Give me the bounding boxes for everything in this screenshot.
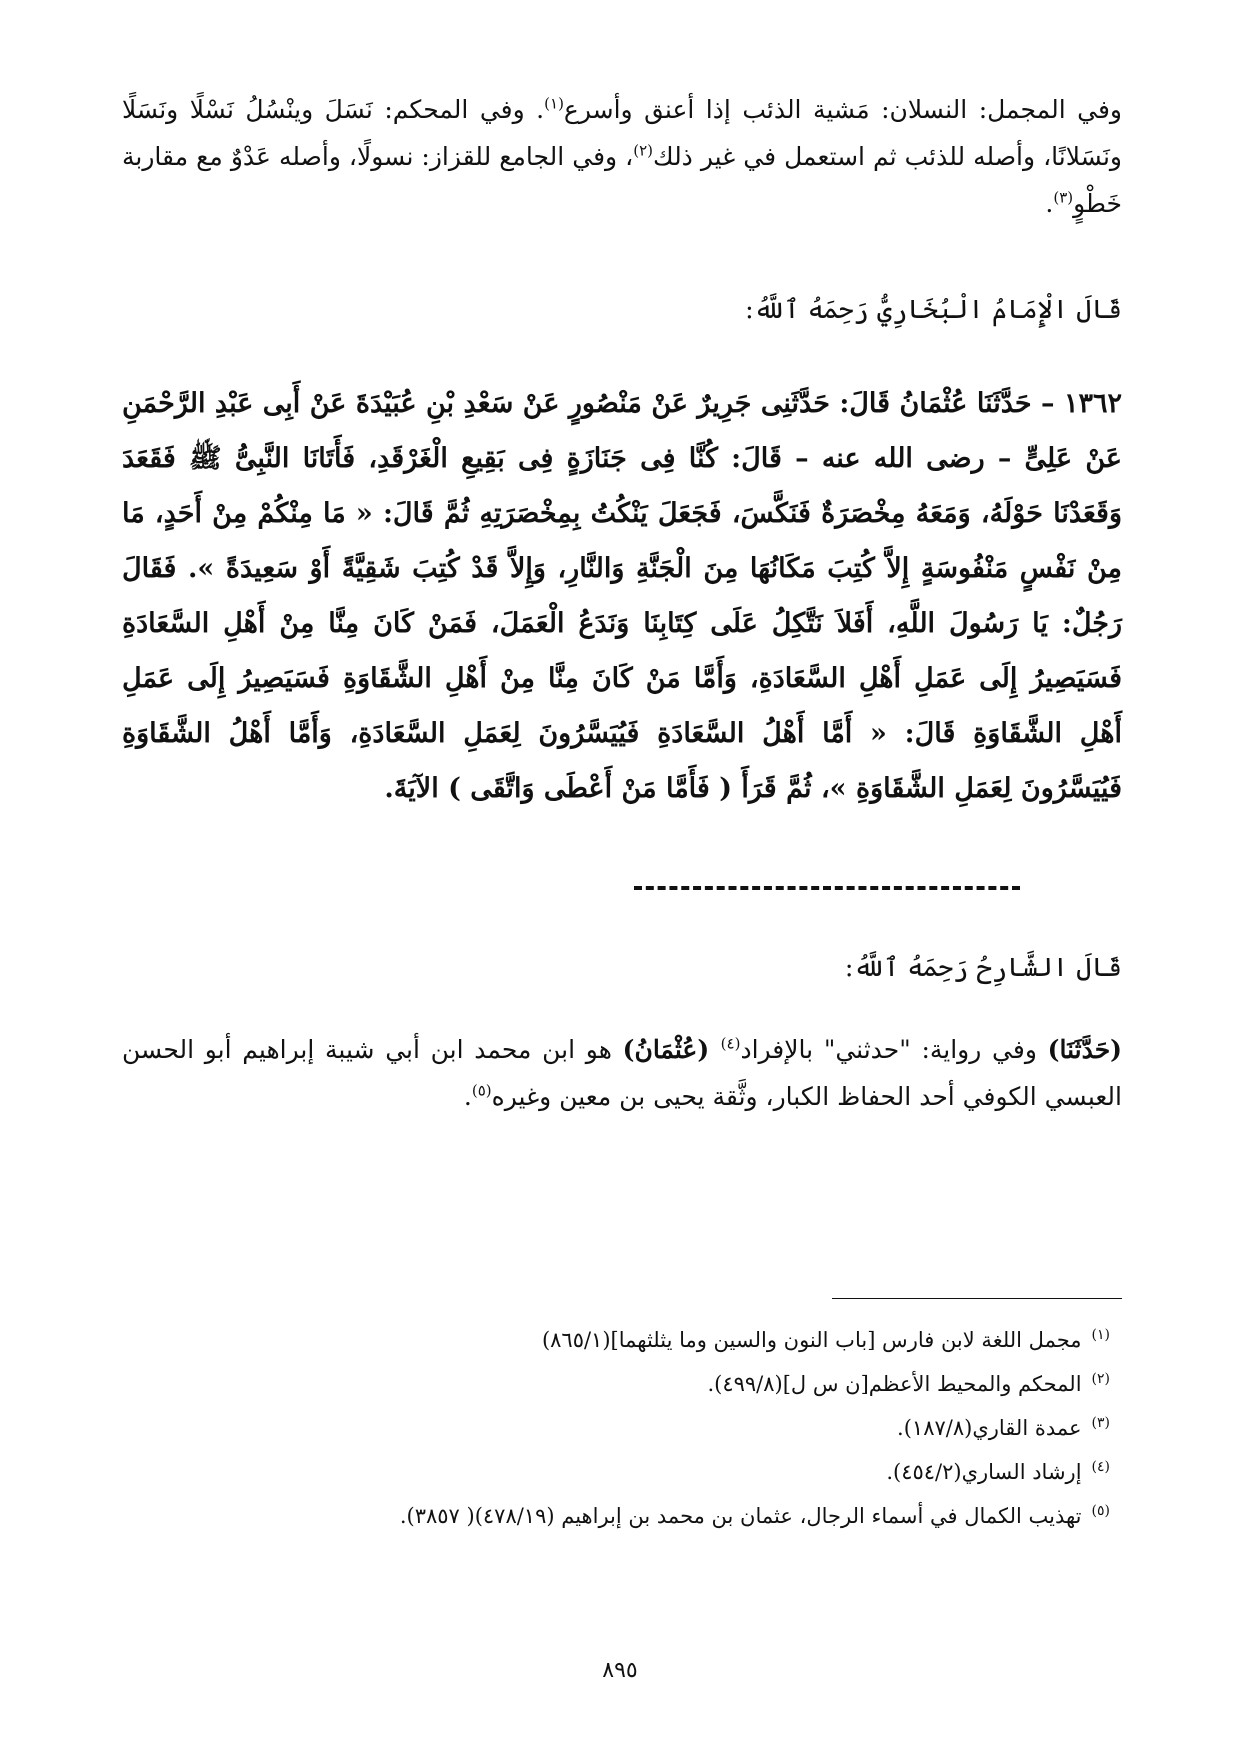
footnote-number: (٣) [1091, 1415, 1110, 1431]
footnote-number: (٢) [1091, 1371, 1110, 1387]
footnote-text: المحكم والمحيط الأعظم[ن س ل](٤٩٩/٨). [707, 1372, 1082, 1396]
footnote-number: (٤) [1091, 1459, 1110, 1475]
intro-paragraph [122, 86, 1122, 227]
footnote-text: تهذيب الكمال في أسماء الرجال، عثمان بن محمد بن إبراهيم (٤٧٨/١٩)( ٣٨٥٧). [399, 1504, 1082, 1528]
commentary-term-uthman: (عُثْمَانُ) [622, 1035, 721, 1064]
section-divider [634, 886, 1020, 890]
commentary-paragraph [122, 1026, 1122, 1120]
footnote-1 [122, 1318, 1122, 1362]
page-number: ٨٩٥ [602, 1658, 638, 1683]
footnotes-list [122, 1318, 1122, 1538]
commentary-term-haddathana: (حَدَّثَنَا) [1047, 1035, 1122, 1064]
footnote-ref-4: (٤) [720, 1034, 741, 1053]
footnote-3 [122, 1406, 1122, 1450]
intro-text-2: . وفي المحكم: نَسَلَ وينْسُلُ نَسْلًا ونَسَلًا ونَسَلانًا، وأصله للذئب ثم استعمل في غير ذلك [122, 95, 1122, 171]
heading-imam-bukhari: قَالَ الْإِمَامُ الْبُخَارِيُّ رَحِمَهُ ٱللَّهُ: [745, 295, 1122, 325]
intro-text-3: ، وفي الجامع للقزاز: نسولًا، وأصله عَدْوٌ مع مقاربة خَطْوٍ [122, 142, 1122, 218]
intro-text-1: وفي المجمل: النسلان: مَشية الذئب إذا أعنق وأسرع [563, 95, 1122, 124]
hadith-text: ١٣٦٢ – حَدَّثَنَا عُثْمَانُ قَالَ: حَدَّثَنِى جَرِيرٌ عَنْ مَنْصُورٍ عَنْ سَعْدِ بْنِ عُبَيْدَةَ عَنْ أَبِى عَبْدِ الرَّحْمَنِ عَنْ عَلِىٍّ – رضى الله عنه – قَالَ: كُنَّا فِى جَنَازَةٍ فِى بَقِيعِ الْغَرْقَدِ، فَأَتَانَا النَّبِىُّ ﷺ فَقَعَدَ وَقَعَدْنَا حَوْلَهُ، وَمَعَهُ مِخْصَرَةٌ فَنَكَّسَ، فَجَعَلَ يَنْكُتُ بِمِخْصَرَتِهِ ثُمَّ قَالَ: « مَا مِنْكُمْ مِنْ أَحَدٍ، مَا مِنْ نَفْسٍ مَنْفُوسَةٍ إِلاَّ كُتِبَ مَكَانُهَا مِنَ الْجَنَّةِ وَالنَّارِ، وَإِلاَّ قَدْ كُتِبَ شَقِيَّةً أَوْ سَعِيدَةً ». فَقَالَ رَجُلٌ: يَا رَسُولَ اللَّهِ، أَفَلاَ نَتَّكِلُ عَلَى كِتَابِنَا وَنَدَعُ الْعَمَلَ، فَمَنْ كَانَ مِنَّا مِنْ أَهْلِ السَّعَادَةِ فَسَيَصِيرُ إِلَى عَمَلِ أَهْلِ السَّعَادَةِ، وَأَمَّا مَنْ كَانَ مِنَّا مِنْ أَهْلِ الشَّقَاوَةِ فَسَيَصِيرُ إِلَى عَمَلِ أَهْلِ الشَّقَاوَةِ قَالَ: « أَمَّا أَهْلُ السَّعَادَةِ فَيُيَسَّرُونَ لِعَمَلِ السَّعَادَةِ، وَأَمَّا أَهْلُ الشَّقَاوَةِ فَيُيَسَّرُونَ لِعَمَلِ الشَّقَاوَةِ »، ثُمَّ قَرَأَ ( فَأَمَّا مَنْ أَعْطَى وَاتَّقَى ) الآيَةَ. [122, 388, 1122, 804]
commentary-text-1: وفي رواية: "حدثني" بالإفراد [740, 1035, 1048, 1064]
footnote-5 [122, 1494, 1122, 1538]
intro-text-4: . [1045, 189, 1054, 218]
footnote-separator [832, 1298, 1122, 1299]
footnote-ref-1: (١) [544, 94, 564, 113]
footnote-text: إرشاد الساري(٤٥٤/٢). [886, 1460, 1082, 1484]
footnote-number: (١) [1091, 1327, 1110, 1343]
footnote-ref-5: (٥) [471, 1081, 492, 1100]
commentary-text-2: هو ابن محمد ابن أبي شيبة إبراهيم أبو الحسن العبسي الكوفي أحد الحفاظ الكبار، وثَّقة يحيى بن معين وغيره [122, 1035, 1122, 1111]
footnote-text: عمدة القاري(١٨٧/٨). [897, 1416, 1082, 1440]
footnote-4 [122, 1450, 1122, 1494]
heading-sharih: قَالَ الشَّارِحُ رَحِمَهُ ٱللَّهُ: [844, 953, 1122, 983]
footnote-number: (٥) [1091, 1503, 1110, 1519]
footnote-ref-2: (٢) [633, 141, 653, 160]
footnote-ref-3: (٣) [1053, 188, 1074, 207]
footnote-text: مجمل اللغة لابن فارس [باب النون والسين وما يثلثهما](٨٦٥/١) [541, 1328, 1082, 1352]
commentary-text-3: . [463, 1082, 472, 1111]
footnote-2 [122, 1362, 1122, 1406]
